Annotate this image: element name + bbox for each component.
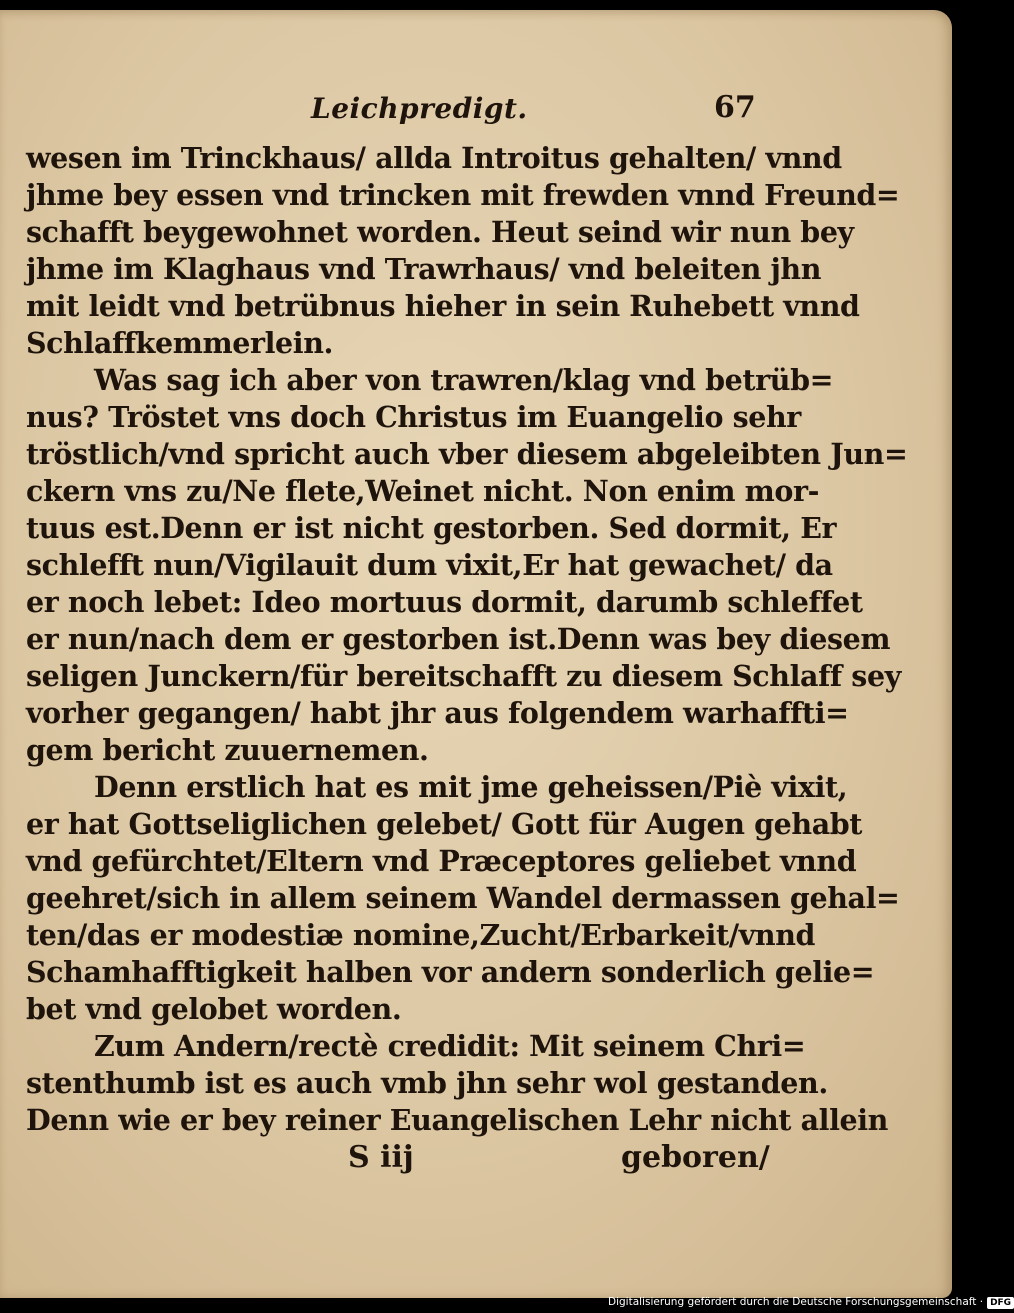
catchword: geboren/	[621, 1140, 770, 1175]
text-line: jhme bey essen vnd trincken mit frewden vnnd Freund=	[26, 178, 900, 212]
text-line: er noch lebet: Ideo mortuus dormit, darumb schleffet	[26, 585, 863, 619]
text-line: ckern vns zu/Ne flete,Weinet nicht. Non enim mor-	[26, 474, 820, 508]
funding-credit	[608, 1295, 1014, 1309]
text-line: nus? Tröstet vns doch Christus im Euangelio sehr	[26, 400, 801, 434]
running-head-title: Leichpredigt.	[311, 92, 528, 125]
text-line: schlefft nun/Vigilauit dum vixit,Er hat gewachet/ da	[26, 548, 833, 582]
text-line: Schlaffkemmerlein.	[26, 326, 334, 360]
text-line: er hat Gottseliglichen gelebet/ Gott für Augen gehabt	[26, 807, 863, 841]
text-line: vnd gefürchtet/Eltern vnd Præceptores geliebet vnnd	[26, 844, 857, 878]
dfg-logo: DFG	[987, 1297, 1014, 1309]
text-line: Was sag ich aber von trawren/klag vnd betrüb=	[94, 363, 834, 397]
page-number: 67	[714, 90, 756, 125]
text-line: tröstlich/vnd spricht auch vber diesem abgeleibten Jun=	[26, 437, 908, 471]
text-line: stenthumb ist es auch vmb jhn sehr wol gestanden.	[26, 1066, 828, 1100]
text-line: ten/das er modestiæ nomine,Zucht/Erbarkeit/vnnd	[26, 918, 816, 952]
page-footer	[26, 1140, 770, 1180]
text-line: schafft beygewohnet worden. Heut seind wir nun bey	[26, 215, 854, 249]
credit-text: Digitalisierung gefördert durch die Deutsche Forschungsgemeinschaft ·	[608, 1296, 984, 1308]
text-line: er nun/nach dem er gestorben ist.Denn was bey diesem	[26, 622, 891, 656]
text-line: wesen im Trinckhaus/ allda Introitus gehalten/ vnnd	[26, 141, 842, 175]
signature-mark: S iij	[348, 1140, 414, 1175]
text-line: vorher gegangen/ habt jhr aus folgendem warhaffti=	[26, 696, 849, 730]
text-line: seligen Junckern/für bereitschafft zu diesem Schlaff sey	[26, 659, 901, 693]
text-line: bet vnd gelobet worden.	[26, 992, 402, 1026]
text-line: jhme im Klaghaus vnd Trawrhaus/ vnd beleiten jhn	[26, 252, 822, 286]
text-line: Denn erstlich hat es mit jme geheissen/Piè vixit,	[94, 770, 848, 804]
book-page	[0, 10, 952, 1298]
text-line: tuus est.Denn er ist nicht gestorben. Sed dormit, Er	[26, 511, 837, 545]
text-line: Schamhafftigkeit halben vor andern sonderlich gelie=	[26, 955, 875, 989]
text-line: Denn wie er bey reiner Euangelischen Lehr nicht allein	[26, 1103, 888, 1137]
text-line: Zum Andern/rectè credidit: Mit seinem Chri=	[94, 1029, 806, 1063]
text-line: gem bericht zuuernemen.	[26, 733, 429, 767]
running-head	[26, 90, 766, 124]
text-line: mit leidt vnd betrübnus hieher in sein Ruhebett vnnd	[26, 289, 860, 323]
text-line: geehret/sich in allem seinem Wandel dermassen gehal=	[26, 881, 900, 915]
